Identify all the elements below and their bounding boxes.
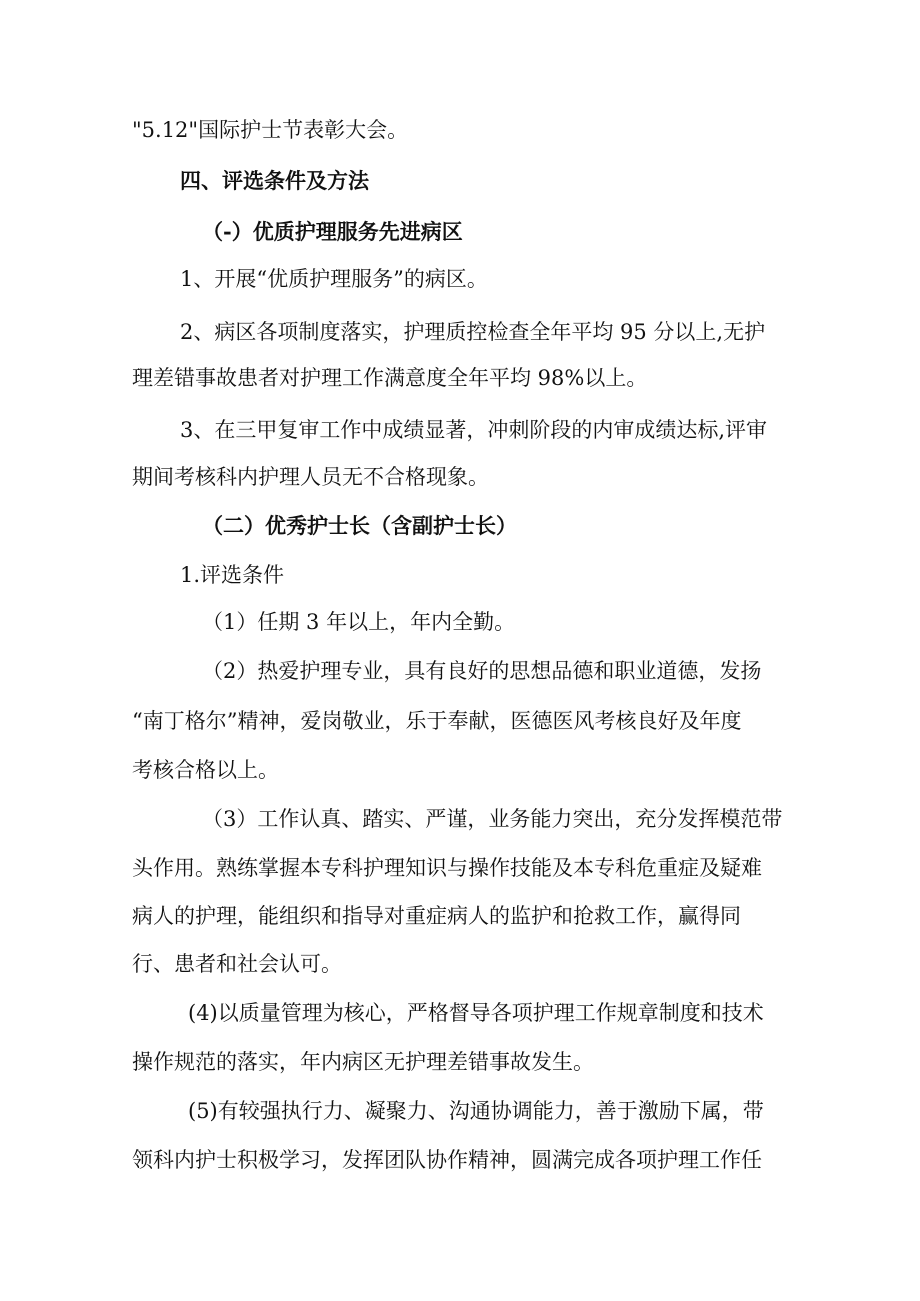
paragraph-line: “南丁格尔”精神，爱岗敬业，乐于奉献，医德医风考核良好及年度 — [132, 709, 742, 733]
subsection-heading: （-）优质护理服务先进病区 — [202, 219, 463, 244]
paragraph-line: （2）热爱护理专业，具有良好的思想品德和职业道德，发扬 — [202, 659, 762, 683]
paragraph-line: 病人的护理，能组织和指导对重症病人的监护和抢救工作，赢得同 — [132, 904, 741, 928]
paragraph-line: 1、开展“优质护理服务”的病区。 — [180, 267, 488, 291]
paragraph-line: 理差错事故患者对护理工作满意度全年平均 98%以上。 — [132, 366, 648, 390]
paragraph-line: （3）工作认真、踏实、严谨，业务能力突出，充分发挥模范带 — [202, 807, 783, 831]
item-heading: 1.评选条件 — [180, 563, 285, 587]
paragraph-line: 考核合格以上。 — [132, 758, 279, 782]
paragraph-line: (4)以质量管理为核心，严格督导各项护理工作规章制度和技术 — [188, 1001, 764, 1025]
paragraph-line: (5)有较强执行力、凝聚力、沟通协调能力，善于激励下属，带 — [188, 1099, 764, 1123]
subsection-heading: （二）优秀护士长（含副护士长） — [202, 513, 517, 538]
continuation-line: "5.12"国际护士节表彰大会。 — [132, 118, 409, 142]
paragraph-line: 行、患者和社会认可。 — [132, 952, 342, 976]
paragraph-line: 操作规范的落实，年内病区无护理差错事故发生。 — [132, 1050, 594, 1074]
section-heading: 四、评选条件及方法 — [180, 168, 369, 193]
paragraph-line: 3、在三甲复审工作中成绩显著，冲刺阶段的内审成绩达标,评审 — [180, 418, 768, 442]
paragraph-line: （1）任期 3 年以上，年内全勤。 — [202, 610, 516, 634]
paragraph-line: 领科内护士积极学习，发挥团队协作精神，圆满完成各项护理工作任 — [132, 1148, 762, 1172]
paragraph-line: 期间考核科内护理人员无不合格现象。 — [132, 465, 489, 489]
paragraph-line: 头作用。熟练掌握本专科护理知识与操作技能及本专科危重症及疑难 — [132, 856, 762, 880]
paragraph-line: 2、病区各项制度落实，护理质控检查全年平均 95 分以上,无护 — [180, 320, 766, 344]
